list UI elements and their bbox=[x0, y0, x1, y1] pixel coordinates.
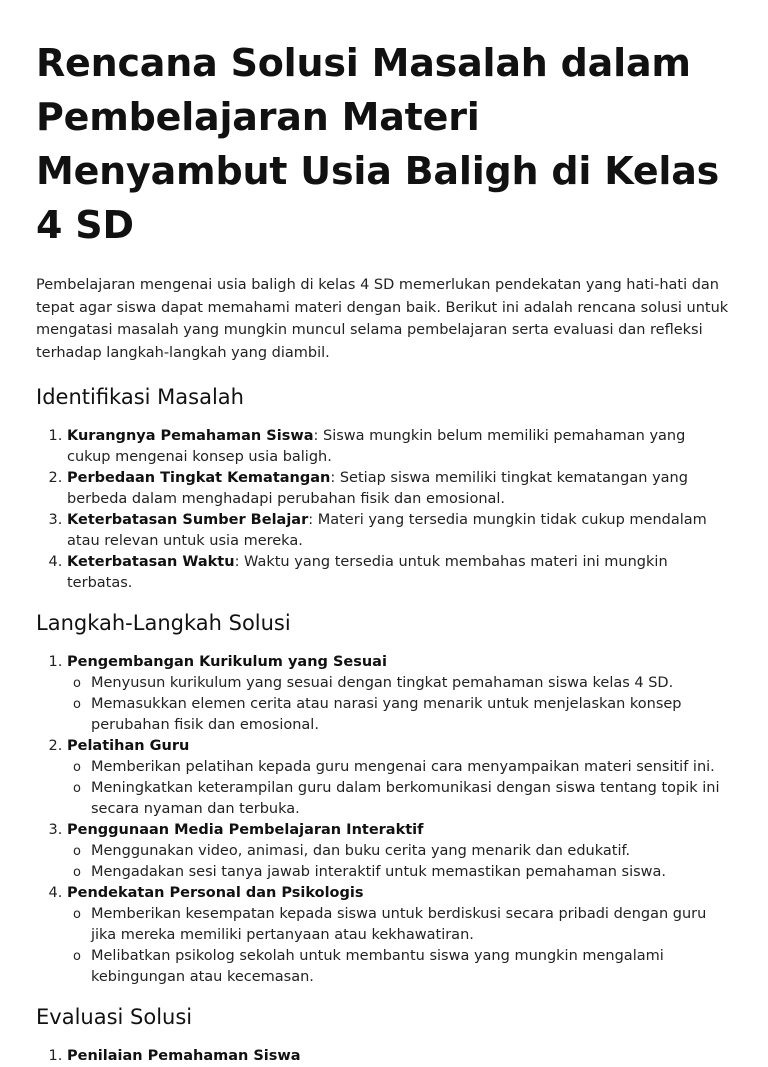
item-term: Kurangnya Pemahaman Siswa bbox=[67, 428, 314, 444]
item-term: Keterbatasan Sumber Belajar bbox=[67, 512, 309, 528]
sub-list bbox=[67, 673, 732, 736]
sub-item: o Mengadakan sesi tanya jawab interaktif untuk memastikan pemahaman siswa. bbox=[91, 862, 732, 883]
solusi-list bbox=[36, 652, 732, 988]
evaluasi-list bbox=[36, 1046, 732, 1067]
item-term: Penggunaan Media Pembelajaran Interaktif bbox=[67, 822, 424, 838]
item-desc: : Materi yang tersedia mungkin tidak cukup mendalam atau relevan untuk usia mereka. bbox=[67, 512, 707, 549]
list-item bbox=[67, 468, 732, 510]
sub-item: o Menggunakan video, animasi, dan buku cerita yang menarik dan edukatif. bbox=[91, 841, 732, 862]
list-item bbox=[67, 883, 732, 988]
item-term: Pendekatan Personal dan Psikologis bbox=[67, 885, 364, 901]
sub-list bbox=[67, 904, 732, 988]
item-term: Pelatihan Guru bbox=[67, 738, 190, 754]
sub-item: o Memasukkan elemen cerita atau narasi yang menarik untuk menjelaskan konsep perubahan fisik dan emosional. bbox=[91, 694, 732, 736]
list-item bbox=[67, 1046, 732, 1067]
intro-paragraph: Pembelajaran mengenai usia baligh di kelas 4 SD memerlukan pendekatan yang hati-hati dan tepat agar siswa dapat memahami materi dengan baik. Berikut ini adalah rencana solusi untuk mengatasi masalah yang mungkin muncul selama pembelajaran serta evaluasi dan refleksi terhadap langkah-langkah yang diambil. bbox=[36, 277, 729, 361]
item-term: Keterbatasan Waktu bbox=[67, 554, 235, 570]
sub-list bbox=[67, 841, 732, 883]
page-title: Rencana Solusi Masalah dalam Pembelajaran Materi Menyambut Usia Baligh di Kelas 4 SD bbox=[36, 41, 720, 247]
item-term: Pengembangan Kurikulum yang Sesuai bbox=[67, 654, 387, 670]
list-item bbox=[67, 552, 732, 594]
list-item bbox=[67, 652, 732, 736]
item-term: Perbedaan Tingkat Kematangan bbox=[67, 470, 331, 486]
item-desc: : Waktu yang tersedia untuk membahas materi ini mungkin terbatas. bbox=[67, 554, 668, 591]
list-item bbox=[67, 736, 732, 820]
sub-item: o Menyusun kurikulum yang sesuai dengan tingkat pemahaman siswa kelas 4 SD. bbox=[91, 673, 732, 694]
section-heading-evaluasi: Evaluasi Solusi bbox=[36, 1005, 193, 1029]
sub-item: o Melibatkan psikolog sekolah untuk membantu siswa yang mungkin mengalami kebingungan atau kecemasan. bbox=[91, 946, 732, 988]
list-item bbox=[67, 426, 732, 468]
list-item bbox=[67, 820, 732, 883]
item-desc: : Setiap siswa memiliki tingkat kematangan yang berbeda dalam menghadapi perubahan fisik dan emosional. bbox=[67, 470, 688, 507]
sub-list bbox=[67, 757, 732, 820]
sub-item: o Memberikan pelatihan kepada guru mengenai cara menyampaikan materi sensitif ini. bbox=[91, 757, 732, 778]
section-heading-solusi: Langkah-Langkah Solusi bbox=[36, 611, 291, 635]
masalah-list bbox=[36, 426, 732, 594]
section-heading-masalah: Identifikasi Masalah bbox=[36, 385, 244, 409]
item-desc: : Siswa mungkin belum memiliki pemahaman yang cukup mengenai konsep usia baligh. bbox=[67, 428, 686, 465]
list-item bbox=[67, 510, 732, 552]
sub-item: o Meningkatkan keterampilan guru dalam berkomunikasi dengan siswa tentang topik ini secara nyaman dan terbuka. bbox=[91, 778, 732, 820]
item-term: Penilaian Pemahaman Siswa bbox=[67, 1048, 301, 1064]
sub-item: o Memberikan kesempatan kepada siswa untuk berdiskusi secara pribadi dengan guru jika mereka memiliki pertanyaan atau kekhawatiran. bbox=[91, 904, 732, 946]
